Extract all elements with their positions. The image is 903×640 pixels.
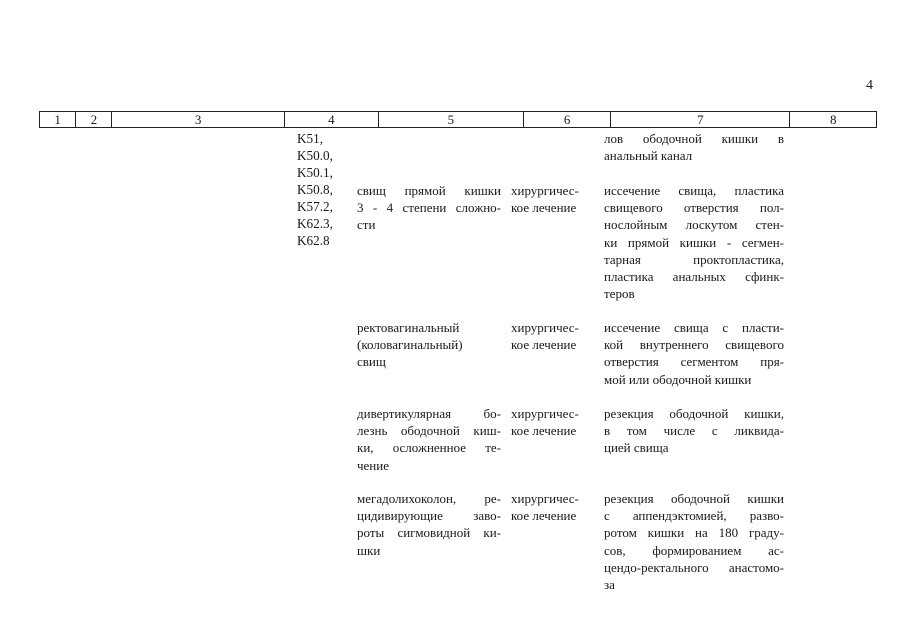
text-line: хирургичес- (511, 406, 579, 421)
header-col-4: 4 (284, 112, 378, 127)
text-line: хирургичес- (511, 320, 579, 335)
text-line: резекция ободочной кишки (604, 491, 784, 506)
header-col-6: 6 (523, 112, 611, 127)
text-line: анальный канал (604, 148, 693, 164)
text-line: дивертикулярная бо- (357, 406, 501, 421)
header-col-5: 5 (378, 112, 523, 127)
header-col-8: 8 (789, 112, 876, 127)
row-3-diagnosis (357, 405, 501, 474)
text-line: за (604, 577, 615, 593)
text-line: иссечение свища с пласти- (604, 320, 784, 335)
code-item: K62.8 (297, 233, 330, 248)
text-line: кое лечение (511, 337, 577, 353)
text-line: ки прямой кишки - сегмен- (604, 234, 784, 250)
code-item: K62.3, (297, 216, 333, 231)
text-line: цией свища (604, 440, 669, 456)
code-item: K57.2, (297, 199, 333, 214)
diagnosis-codes (297, 130, 333, 249)
text-line: цидивирующие заво- (357, 508, 501, 524)
text-line: цендо-ректального анастомо- (604, 559, 784, 575)
code-item: K50.1, (297, 165, 333, 180)
text-line: мегадолихоколон, ре- (357, 491, 501, 506)
row-2-diagnosis (357, 319, 501, 371)
row-1-treatment-type (511, 182, 593, 216)
text-line: кой внутреннего свищевого (604, 337, 784, 353)
row-1-diagnosis (357, 182, 501, 234)
text-line: 3 - 4 степени сложно- (357, 200, 501, 216)
text-line: чение (357, 457, 389, 473)
code-item: K50.0, (297, 148, 333, 163)
text-line: кое лечение (511, 508, 577, 524)
header-col-7: 7 (610, 112, 789, 127)
text-line: иссечение свища, пластика (604, 183, 784, 198)
row-4-treatment-type (511, 490, 593, 524)
text-line: кое лечение (511, 200, 577, 216)
row-1-method (604, 182, 784, 302)
text-line: резекция ободочной кишки, (604, 406, 784, 421)
text-line: свищ (357, 354, 386, 370)
text-line: с аппендэктомией, разво- (604, 508, 784, 524)
row-4-diagnosis (357, 490, 501, 559)
text-line: сов, формированием ас- (604, 542, 784, 558)
text-line: хирургичес- (511, 491, 579, 506)
row-0-method (604, 130, 784, 164)
page-number: 4 (866, 78, 873, 93)
code-item: K50.8, (297, 182, 333, 197)
text-line: свищ прямой кишки (357, 183, 501, 198)
text-line: в том числе с ликвида- (604, 423, 784, 439)
text-line: мой или ободочной кишки (604, 371, 752, 387)
text-line: кое лечение (511, 423, 577, 439)
text-line: сти (357, 217, 376, 233)
text-line: ки, осложненное те- (357, 440, 501, 456)
row-3-method (604, 405, 784, 457)
text-line: ротом кишки на 180 граду- (604, 525, 784, 541)
code-item: K51, (297, 131, 324, 146)
header-col-1: 1 (54, 112, 61, 127)
text-line: теров (604, 286, 635, 302)
text-line: нослойным лоскутом стен- (604, 217, 784, 233)
text-line: (коловагинальный) (357, 337, 463, 353)
text-line: лезнь ободочной киш- (357, 423, 501, 439)
row-2-treatment-type (511, 319, 593, 353)
header-col-3: 3 (111, 112, 283, 127)
text-line: лов ободочной кишки в (604, 131, 784, 146)
text-line: пластика анальных сфинк- (604, 269, 784, 285)
header-col-2: 2 (75, 112, 111, 127)
row-3-treatment-type (511, 405, 593, 439)
row-4-method (604, 490, 784, 593)
text-line: отверстия сегментом пря- (604, 354, 784, 370)
text-line: роты сигмовидной ки- (357, 525, 501, 541)
text-line: ректовагинальный (357, 320, 460, 335)
table-header-row (39, 111, 877, 128)
text-line: шки (357, 542, 381, 558)
text-line: хирургичес- (511, 183, 579, 198)
text-line: свищевого отверстия пол- (604, 200, 784, 216)
row-2-method (604, 319, 784, 388)
text-line: тарная проктопластика, (604, 251, 784, 267)
